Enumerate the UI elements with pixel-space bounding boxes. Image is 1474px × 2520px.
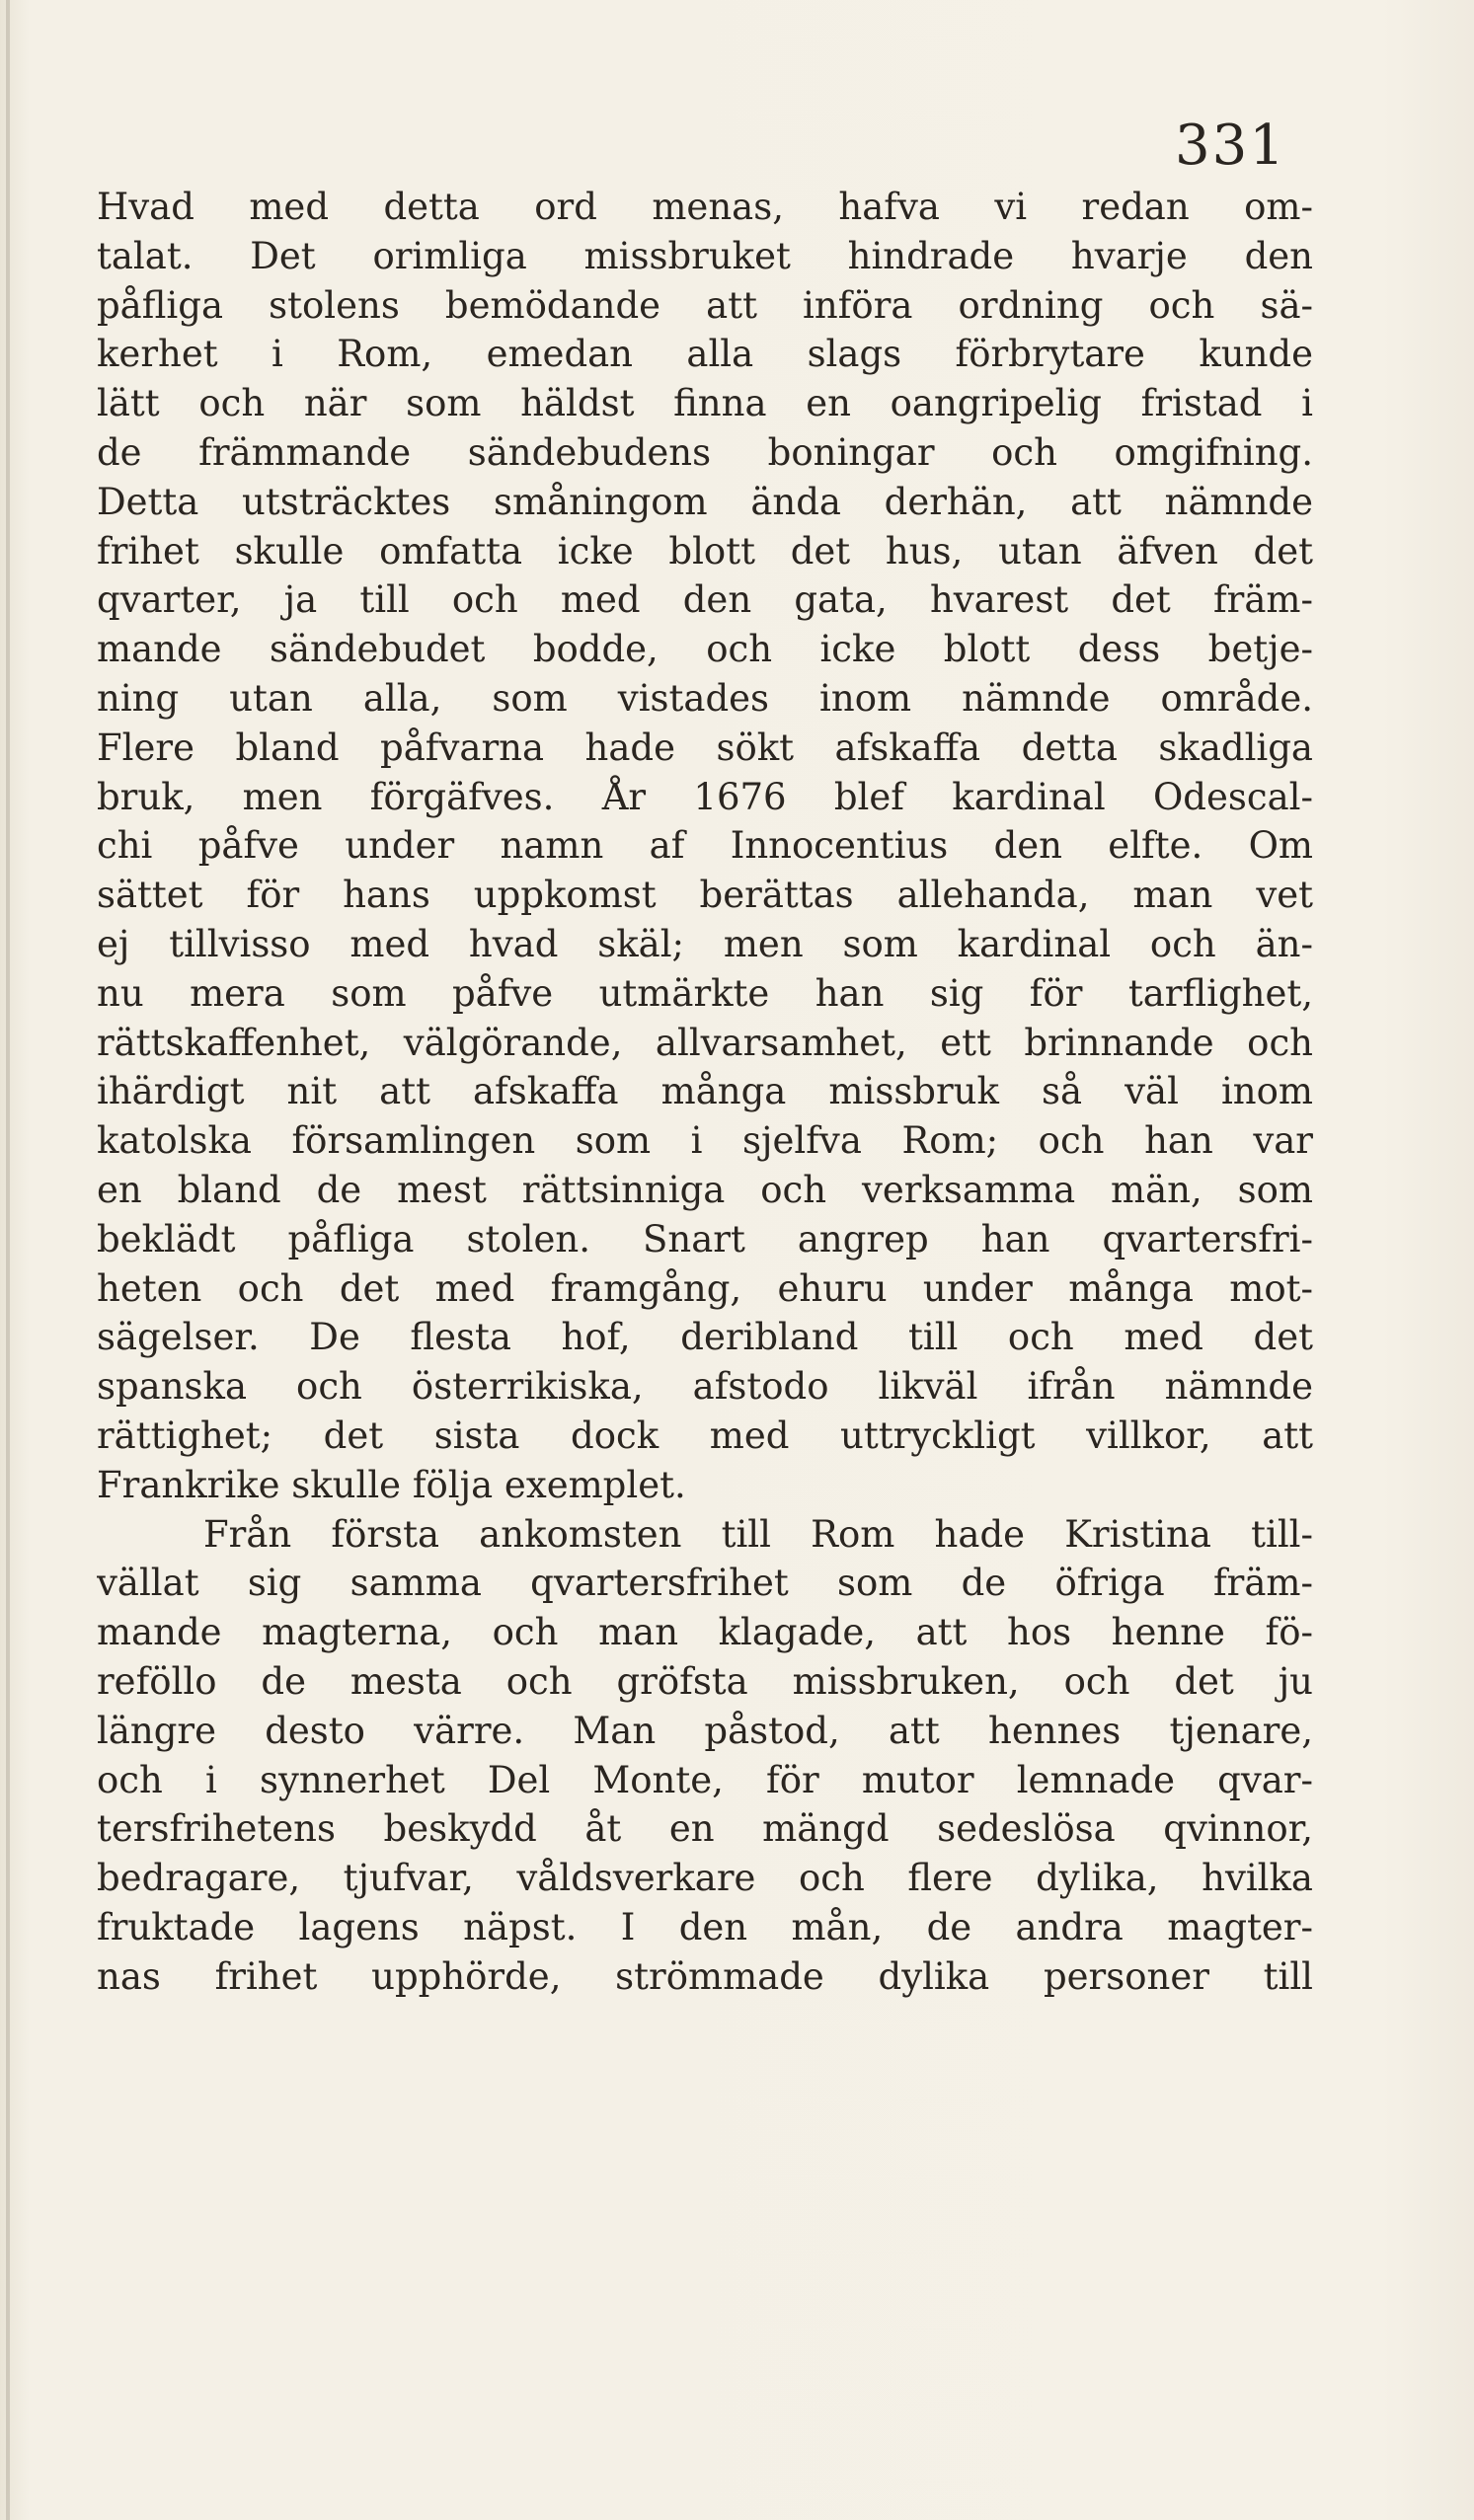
text-line: de främmande sändebudens boningar och omgifning. [97,430,1313,474]
page-binding-edge [6,0,10,2520]
text-line: frihet skulle omfatta icke blott det hus, utan äfven det [97,529,1313,573]
text-line: reföllo de mesta och gröfsta missbruken, och det ju [97,1659,1313,1703]
text-line: rättskaffenhet, välgörande, allvarsamhet, ett brinnande och [97,1021,1313,1064]
text-line: ning utan alla, som vistades inom nämnde område. [97,676,1313,720]
text-line: sägelser. De flesta hof, deribland till och med det [97,1316,1313,1359]
text-line: mande magterna, och man klagade, att hos henne fö- [97,1611,1313,1654]
text-line: heten och det med framgång, ehuru under många mot- [97,1266,1313,1310]
text-line: nu mera som påfve utmärkte han sig för tarflighet, [97,971,1313,1015]
text-line: mande sändebudet bodde, och icke blott dess betje- [97,628,1313,671]
paragraph-end-line: Frankrike skulle följa exemplet. [97,1463,686,1506]
text-line: sättet för hans uppkomst berättas allehanda, man vet [97,874,1313,917]
text-line: rättighet; det sista dock med uttryckligt villkor, att [97,1413,1313,1457]
text-line: ihärdigt nit att afskaffa många missbruk så väl inom [97,1070,1313,1113]
text-line: bedragare, tjufvar, våldsverkare och flere dylika, hvilka [97,1857,1313,1900]
text-line: talat. Det orimliga missbruket hindrade hvarje den [97,234,1313,277]
text-line: och i synnerhet Del Monte, för mutor lemnade qvar- [97,1758,1313,1801]
text-line: spanska och österrikiska, afstodo likväl ifrån nämnde [97,1365,1313,1409]
text-line: beklädt påfliga stolen. Snart angrep han qvartersfri- [97,1217,1313,1260]
paragraph-start-line: Från första ankomsten till Rom hade Kristina till- [203,1512,1313,1556]
text-line: tersfrihetens beskydd åt en mängd sedeslösa qvinnor, [97,1807,1313,1851]
text-line: kerhet i Rom, emedan alla slags förbrytare kunde [97,333,1313,376]
text-line: Detta utsträcktes småningom ända derhän, att nämnde [97,480,1313,523]
text-line: fruktade lagens näpst. I den mån, de andra magter- [97,1905,1313,1948]
text-line: lätt och när som häldst finna en oangripelig fristad i [97,382,1313,425]
text-line: katolska församlingen som i sjelfva Rom; och han var [97,1119,1313,1163]
text-line: ej tillvisso med hvad skäl; men som kardinal och än- [97,922,1313,965]
text-line: qvarter, ja till och med den gata, hvarest det främ- [97,578,1313,622]
text-line: en bland de mest rättsinniga och verksamma män, som [97,1168,1313,1211]
text-line: nas frihet upphörde, strömmade dylika personer till [97,1954,1313,1998]
text-line: bruk, men förgäfves. År 1676 blef kardinal Odescal- [97,775,1313,818]
body-text [97,183,1313,2001]
page-number: 331 [1175,114,1286,178]
text-line: längre desto värre. Man påstod, att hennes tjenare, [97,1709,1313,1752]
text-line: Flere bland påfvarna hade sökt afskaffa detta skadliga [97,725,1313,769]
text-line: chi påfve under namn af Innocentius den elfte. Om [97,824,1313,868]
text-line: Hvad med detta ord menas, hafva vi redan om- [97,186,1313,228]
text-line: påfliga stolens bemödande att införa ordning och sä- [97,283,1313,327]
text-line: vällat sig samma qvartersfrihet som de öfriga främ- [97,1562,1313,1605]
